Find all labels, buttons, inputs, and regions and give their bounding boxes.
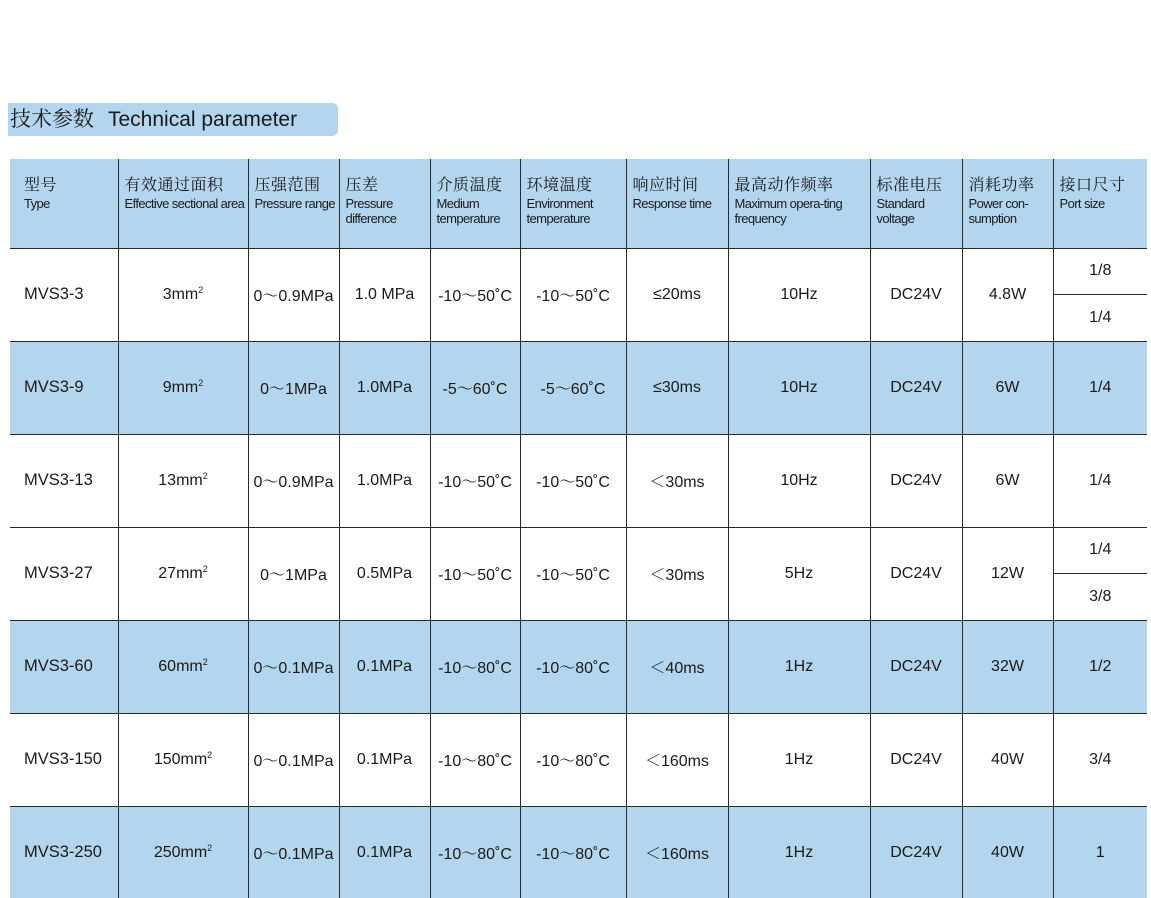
area-unit-superscript: 2 bbox=[207, 843, 213, 853]
cell-environment-temperature: -5～60˚C bbox=[520, 341, 626, 434]
cell-port-size bbox=[1053, 248, 1147, 341]
cell-medium-temperature: -10～50˚C bbox=[430, 527, 520, 620]
cell-model: MVS3-3 bbox=[10, 248, 118, 341]
cell-power-consumption: 6W bbox=[962, 434, 1053, 527]
cell-max-frequency: 5Hz bbox=[728, 527, 870, 620]
technical-parameter-table bbox=[10, 159, 1147, 898]
area-unit-superscript: 2 bbox=[198, 285, 204, 295]
area-unit-superscript: 2 bbox=[198, 378, 204, 388]
cell-standard-voltage: DC24V bbox=[870, 620, 962, 713]
cell-environment-temperature: -10～80˚C bbox=[520, 620, 626, 713]
cell-model: MVS3-27 bbox=[10, 527, 118, 620]
cell-environment-temperature: -10～50˚C bbox=[520, 434, 626, 527]
cell-max-frequency: 10Hz bbox=[728, 434, 870, 527]
cell-area bbox=[118, 341, 248, 434]
cell-max-frequency: 1Hz bbox=[728, 620, 870, 713]
table-row bbox=[10, 527, 1147, 620]
cell-power-consumption: 40W bbox=[962, 713, 1053, 806]
cell-port-size: 1/4 bbox=[1053, 341, 1147, 434]
cell-area bbox=[118, 620, 248, 713]
cell-response-time: ＜30ms bbox=[626, 527, 728, 620]
area-value: 250mm bbox=[153, 844, 208, 861]
cell-model: MVS3-60 bbox=[10, 620, 118, 713]
cell-pressure-difference: 1.0MPa bbox=[339, 434, 430, 527]
header-cell-pressure-difference: 压差 Pressure difference bbox=[339, 159, 430, 248]
area-value: 3mm bbox=[162, 286, 199, 303]
header-cell-environment-temperature: 环境温度 Environment temperature bbox=[520, 159, 626, 248]
cell-response-time: ≤20ms bbox=[626, 248, 728, 341]
cell-medium-temperature: -10～50˚C bbox=[430, 248, 520, 341]
cell-max-frequency: 10Hz bbox=[728, 341, 870, 434]
port-size-option: 1/4 bbox=[1054, 528, 1148, 575]
cell-pressure-difference: 0.1MPa bbox=[339, 806, 430, 898]
cell-area bbox=[118, 527, 248, 620]
cell-port-size: 1/4 bbox=[1053, 434, 1147, 527]
cell-standard-voltage: DC24V bbox=[870, 341, 962, 434]
port-size-option: 1/4 bbox=[1089, 308, 1112, 326]
cell-environment-temperature: -10～50˚C bbox=[520, 527, 626, 620]
table-header-row bbox=[10, 159, 1147, 248]
cell-power-consumption: 12W bbox=[962, 527, 1053, 620]
header-cell-standard-voltage: 标准电压 Standard voltage bbox=[870, 159, 962, 248]
cell-power-consumption: 40W bbox=[962, 806, 1053, 898]
cell-environment-temperature: -10～50˚C bbox=[520, 248, 626, 341]
area-unit-superscript: 2 bbox=[207, 750, 213, 760]
section-title-en: Technical parameter bbox=[108, 108, 298, 131]
table-row bbox=[10, 341, 1147, 434]
cell-max-frequency: 1Hz bbox=[728, 806, 870, 898]
cell-pressure-range: 0～0.1MPa bbox=[248, 806, 339, 898]
cell-model: MVS3-9 bbox=[10, 341, 118, 434]
area-value: 9mm bbox=[162, 379, 199, 396]
cell-standard-voltage: DC24V bbox=[870, 248, 962, 341]
port-size-option: 3/8 bbox=[1089, 587, 1112, 605]
cell-pressure-range: 0～0.1MPa bbox=[248, 713, 339, 806]
cell-area bbox=[118, 248, 248, 341]
cell-pressure-difference: 1.0 MPa bbox=[339, 248, 430, 341]
table-row bbox=[10, 620, 1147, 713]
area-value: 27mm bbox=[158, 565, 203, 582]
cell-medium-temperature: -10～80˚C bbox=[430, 620, 520, 713]
cell-max-frequency: 10Hz bbox=[728, 248, 870, 341]
cell-pressure-range: 0～0.1MPa bbox=[248, 620, 339, 713]
table-row bbox=[10, 434, 1147, 527]
cell-model: MVS3-13 bbox=[10, 434, 118, 527]
cell-environment-temperature: -10～80˚C bbox=[520, 713, 626, 806]
cell-standard-voltage: DC24V bbox=[870, 527, 962, 620]
cell-response-time: ＜30ms bbox=[626, 434, 728, 527]
cell-port-size: 1 bbox=[1053, 806, 1147, 898]
header-cell-max-frequency: 最高动作频率 Maximum opera-ting frequency bbox=[728, 159, 870, 248]
table-row bbox=[10, 713, 1147, 806]
cell-medium-temperature: -10～80˚C bbox=[430, 713, 520, 806]
cell-area bbox=[118, 434, 248, 527]
area-value: 13mm bbox=[158, 472, 203, 489]
port-size-option: 1/8 bbox=[1054, 249, 1148, 296]
cell-max-frequency: 1Hz bbox=[728, 713, 870, 806]
cell-model: MVS3-250 bbox=[10, 806, 118, 898]
cell-environment-temperature: -10～80˚C bbox=[520, 806, 626, 898]
header-cell-response-time: 响应时间 Response time bbox=[626, 159, 728, 248]
header-cell-area: 有效通过面积 Effective sectional area bbox=[118, 159, 248, 248]
cell-standard-voltage: DC24V bbox=[870, 713, 962, 806]
cell-response-time: ＜40ms bbox=[626, 620, 728, 713]
cell-power-consumption: 6W bbox=[962, 341, 1053, 434]
cell-standard-voltage: DC24V bbox=[870, 806, 962, 898]
table-body bbox=[10, 248, 1147, 898]
area-unit-superscript: 2 bbox=[202, 564, 208, 574]
section-title-zh: 技术参数 bbox=[10, 108, 94, 131]
cell-port-size: 1/2 bbox=[1053, 620, 1147, 713]
cell-medium-temperature: -10～80˚C bbox=[430, 806, 520, 898]
cell-pressure-range: 0～0.9MPa bbox=[248, 434, 339, 527]
cell-standard-voltage: DC24V bbox=[870, 434, 962, 527]
area-unit-superscript: 2 bbox=[202, 471, 208, 481]
cell-power-consumption: 4.8W bbox=[962, 248, 1053, 341]
cell-model: MVS3-150 bbox=[10, 713, 118, 806]
header-cell-pressure-range: 压强范围 Pressure range bbox=[248, 159, 339, 248]
area-value: 150mm bbox=[153, 751, 208, 768]
cell-pressure-difference: 1.0MPa bbox=[339, 341, 430, 434]
cell-pressure-range: 0～0.9MPa bbox=[248, 248, 339, 341]
header-cell-power-consumption: 消耗功率 Power con-sumption bbox=[962, 159, 1053, 248]
cell-power-consumption: 32W bbox=[962, 620, 1053, 713]
cell-response-time: ≤30ms bbox=[626, 341, 728, 434]
cell-pressure-difference: 0.1MPa bbox=[339, 713, 430, 806]
header-cell-type: 型号 Type bbox=[10, 159, 118, 248]
cell-port-size bbox=[1053, 527, 1147, 620]
cell-port-size: 3/4 bbox=[1053, 713, 1147, 806]
cell-area bbox=[118, 713, 248, 806]
cell-medium-temperature: -10～50˚C bbox=[430, 434, 520, 527]
header-cell-port-size: 接口尺寸 Port size bbox=[1053, 159, 1147, 248]
table-row bbox=[10, 806, 1147, 898]
area-unit-superscript: 2 bbox=[202, 657, 208, 667]
area-value: 60mm bbox=[158, 658, 203, 675]
table-row bbox=[10, 248, 1147, 341]
header-cell-medium-temperature: 介质温度 Medium temperature bbox=[430, 159, 520, 248]
cell-pressure-range: 0～1MPa bbox=[248, 341, 339, 434]
cell-pressure-difference: 0.5MPa bbox=[339, 527, 430, 620]
section-title bbox=[8, 103, 338, 136]
cell-response-time: ＜160ms bbox=[626, 806, 728, 898]
cell-medium-temperature: -5～60˚C bbox=[430, 341, 520, 434]
cell-area bbox=[118, 806, 248, 898]
cell-pressure-difference: 0.1MPa bbox=[339, 620, 430, 713]
cell-response-time: ＜160ms bbox=[626, 713, 728, 806]
cell-pressure-range: 0～1MPa bbox=[248, 527, 339, 620]
